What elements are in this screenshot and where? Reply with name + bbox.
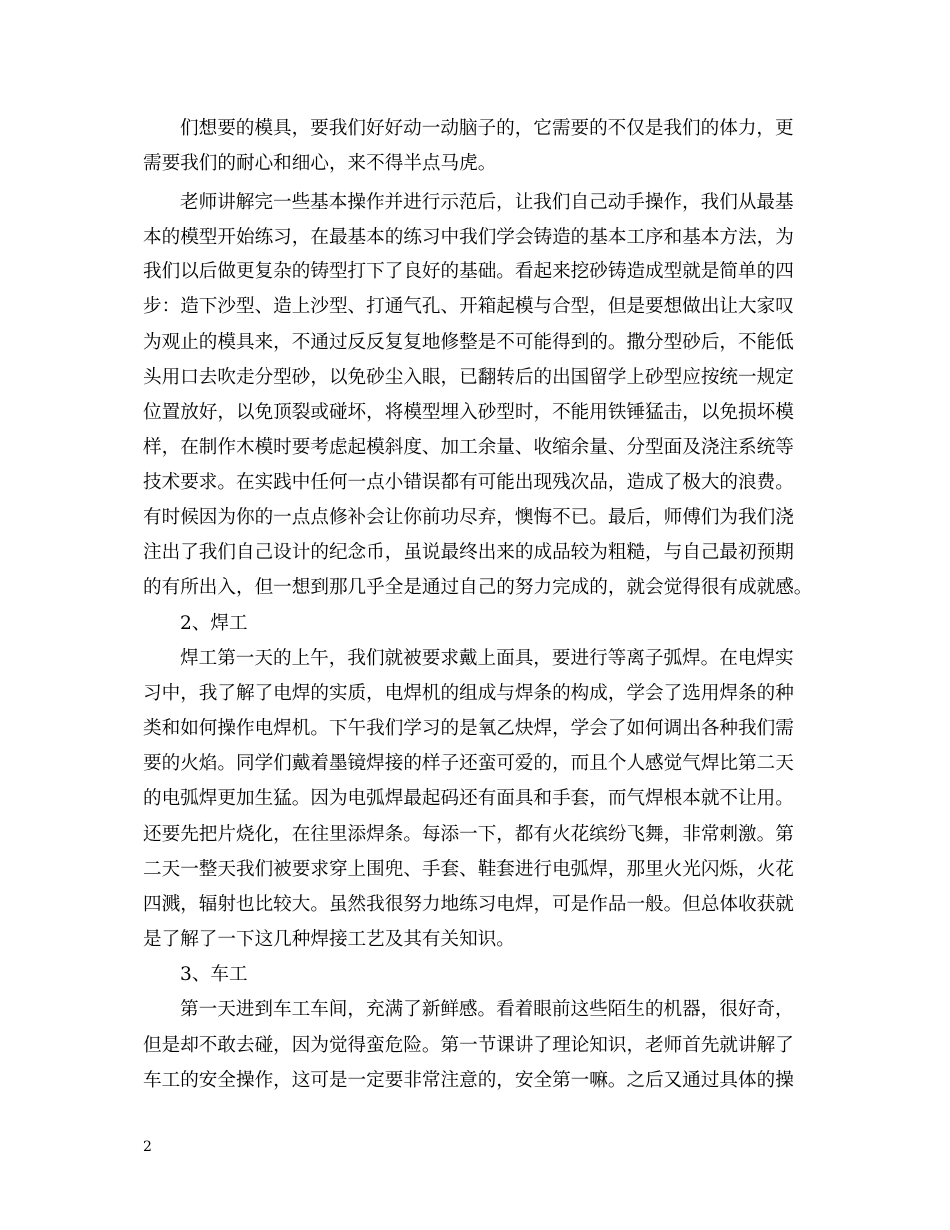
text-line: 还要先把片烧化，在往里添焊条。每添一下，都有火花缤纷飞舞，非常刺激。第 [143, 824, 794, 845]
text-line: 习中，我了解了电焊的实质，电焊机的组成与焊条的构成，学会了选用焊条的种 [143, 683, 794, 704]
text-line: 焊工第一天的上午，我们就被要求戴上面具，要进行等离子弧焊。在电焊实 [180, 648, 794, 669]
text-line: 有时候因为你的一点点修补会让你前功尽弃，懊悔不已。最后，师傅们为我们浇 [143, 507, 794, 528]
text-line: 要的火焰。同学们戴着墨镜焊接的样子还蛮可爱的，而且个人感觉气焊比第二天 [143, 753, 794, 774]
text-line: 是了解了一下这几种焊接工艺及其有关知识。 [143, 929, 515, 950]
text-line: 老师讲解完一些基本操作并进行示范后，让我们自己动手操作，我们从最基 [180, 192, 794, 213]
text-line: 技术要求。在实践中任何一点小错误都有可能出现残次品，造成了极大的浪费。 [143, 472, 794, 493]
text-line: 二天一整天我们被要求穿上围兜、手套、鞋套进行电弧焊，那里火光闪烁，火花 [143, 859, 794, 880]
text-line: 需要我们的耐心和细心，来不得半点马虎。 [143, 153, 497, 174]
text-line: 车工的安全操作，这可是一定要非常注意的，安全第一嘛。之后又通过具体的操 [143, 1070, 794, 1091]
text-line: 第一天进到车工车间，充满了新鲜感。看着眼前这些陌生的机器，很好奇， [180, 999, 794, 1020]
text-line: 的有所出入，但一想到那几乎全是通过自己的努力完成的，就会觉得很有成就感。 [143, 577, 813, 598]
text-line: 四溅，辐射也比较大。虽然我很努力地练习电焊，可是作品一般。但总体收获就 [143, 894, 794, 915]
text-line: 头用口去吹走分型砂，以免砂尘入眼，已翻转后的出国留学上砂型应按统一规定 [143, 367, 794, 388]
text-line: 样，在制作木模时要考虑起模斜度、加工余量、收缩余量、分型面及浇注系统等 [143, 437, 794, 458]
page-number: 2 [143, 1139, 152, 1155]
text-line: 的电弧焊更加生猛。因为电弧焊最起码还有面具和手套，而气焊根本就不让用。 [143, 788, 794, 809]
text-line: 但是却不敢去碰，因为觉得蛮危险。第一节课讲了理论知识，老师首先就讲解了 [143, 1035, 794, 1056]
text-line: 们想要的模具，要我们好好动一动脑子的，它需要的不仅是我们的体力，更 [180, 118, 794, 139]
section-heading: 2、焊工 [180, 613, 248, 634]
text-line: 本的模型开始练习，在最基本的练习中我们学会铸造的基本工序和基本方法，为 [143, 227, 794, 248]
text-line: 为观止的模具来，不通过反反复复地修整是不可能得到的。撒分型砂后，不能低 [143, 332, 794, 353]
text-line: 位置放好，以免顶裂或碰坏，将模型埋入砂型时，不能用铁锤猛击，以免损坏模 [143, 402, 794, 423]
text-line: 步：造下沙型、造上沙型、打通气孔、开箱起模与合型，但是要想做出让大家叹 [143, 296, 794, 317]
text-line: 类和如何操作电焊机。下午我们学习的是氧乙炔焊，学会了如何调出各种我们需 [143, 718, 794, 739]
section-heading: 3、车工 [180, 964, 248, 985]
text-line: 我们以后做更复杂的铸型打下了良好的基础。看起来挖砂铸造成型就是简单的四 [143, 261, 794, 282]
text-line: 注出了我们自己设计的纪念币，虽说最终出来的成品较为粗糙，与自己最初预期 [143, 542, 794, 563]
